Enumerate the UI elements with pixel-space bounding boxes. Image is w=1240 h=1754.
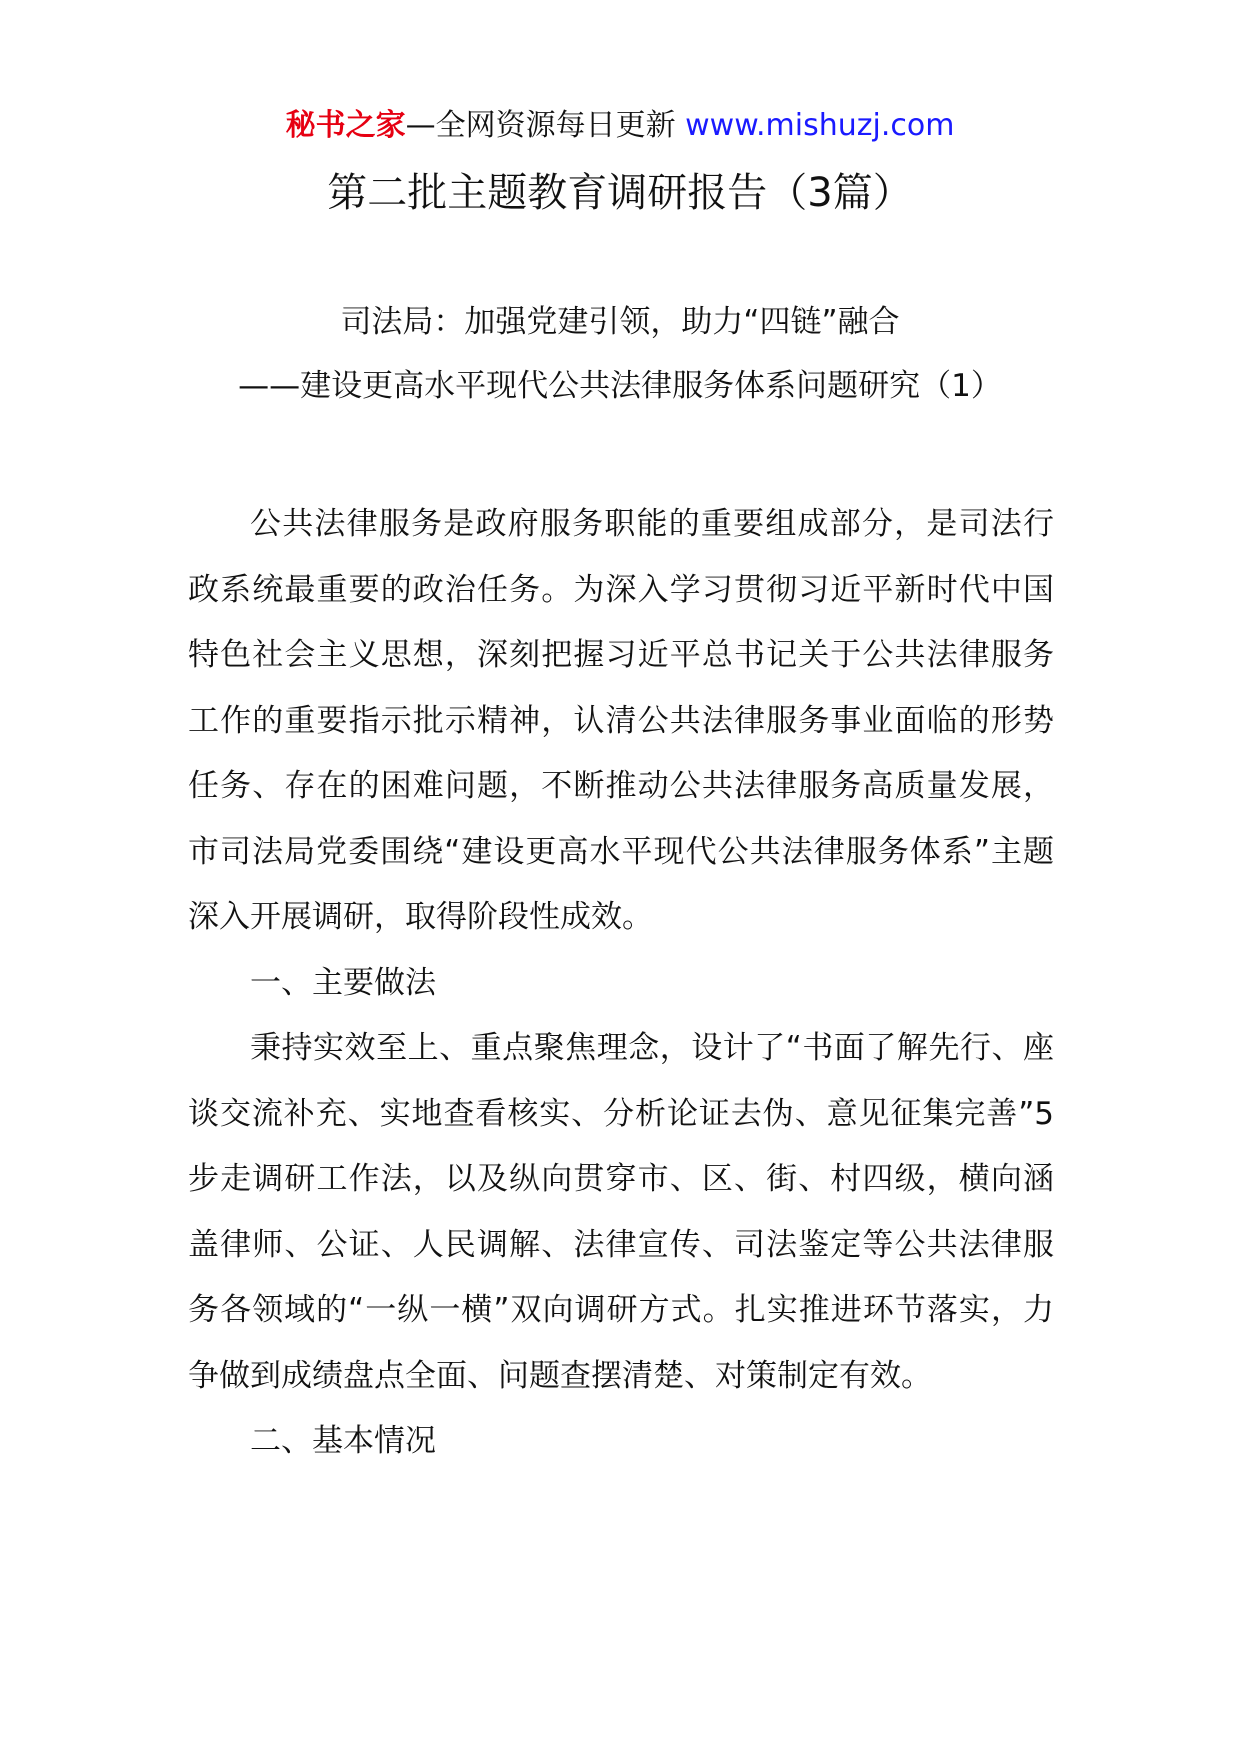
document-subtitle-secondary: ——建设更高水平现代公共法律服务体系问题研究（1） xyxy=(238,368,1002,404)
site-url-link[interactable]: www.mishuzj.com xyxy=(685,108,955,143)
section-heading-main-practices: 一、主要做法 xyxy=(250,964,436,1001)
document-subtitle: 司法局：加强党建引领，助力“四链”融合 xyxy=(340,304,900,340)
document-title: 第二批主题教育调研报告（3篇） xyxy=(327,170,913,216)
site-tagline: —全网资源每日更新 xyxy=(405,108,676,143)
practices-paragraph: 秉持实效至上、重点聚焦理念，设计了“书面了解先行、座谈交流补充、实地查看核实、分析论证去伪、意见征集完善”5步走调研工作法，以及纵向贯穿市、区、街、村四级，横向涵盖律师、公证、人民调解、法律宣传、司法鉴定等公共法律服务各领域的“一纵一横”双向调研方式。扎实推进环节落实，力争做到成绩盘点全面、问题查摆清楚、对策制定有效。 xyxy=(188,1030,1054,1394)
document-body xyxy=(188,492,1054,1475)
section-heading-basic-situation: 二、基本情况 xyxy=(250,1423,436,1459)
site-header xyxy=(0,104,1240,148)
brand-name: 秘书之家 xyxy=(285,108,406,143)
intro-paragraph: 公共法律服务是政府服务职能的重要组成部分，是司法行政系统最重要的政治任务。为深入学习贯彻习近平新时代中国特色社会主义思想，深刻把握习近平总书记关于公共法律服务工作的重要指示批示精神，认清公共法律服务事业面临的形势任务、存在的困难问题，不断推动公共法律服务高质量发展，市司法局党委围绕“建设更高水平现代公共法律服务体系”主题深入开展调研，取得阶段性成效。 xyxy=(188,506,1054,935)
